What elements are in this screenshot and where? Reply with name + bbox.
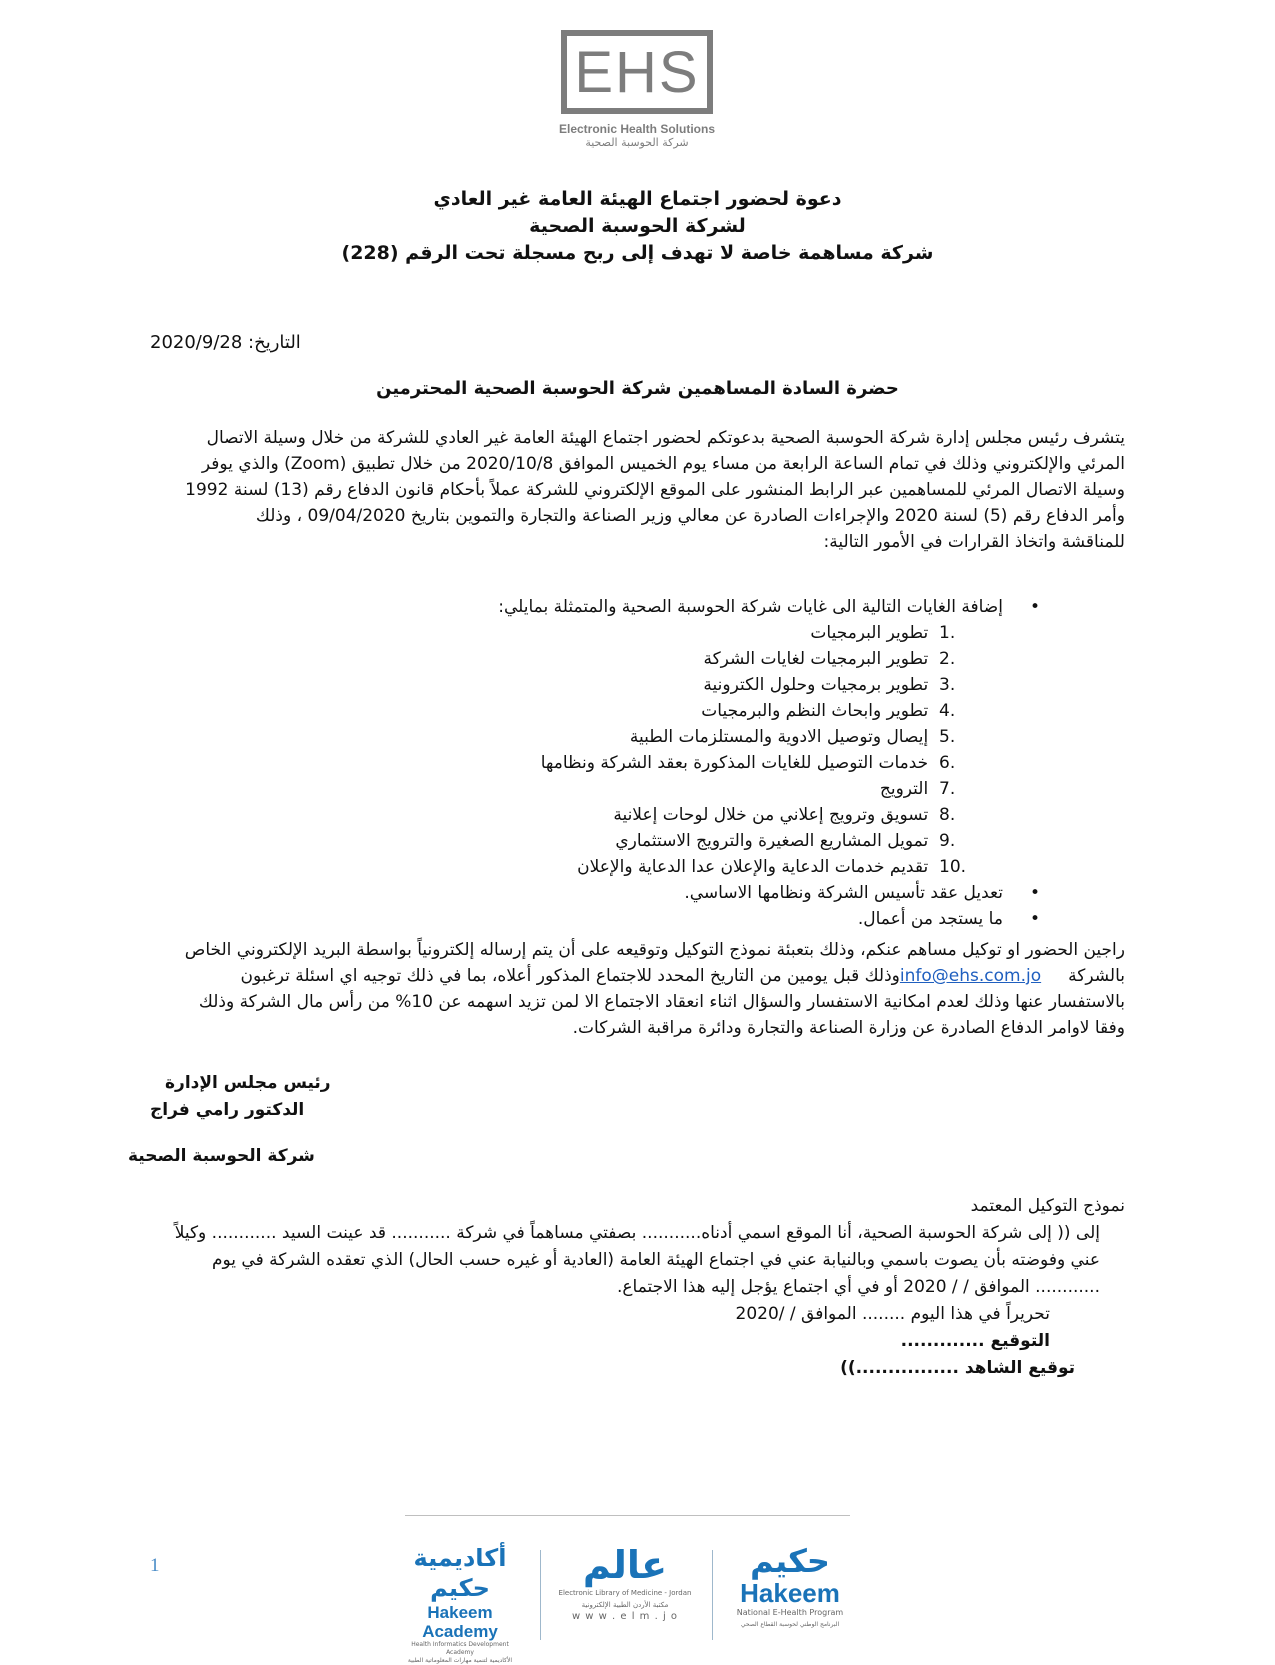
hakeem-academy-logo: أكاديمية حكيم Hakeem Academy Health Informatics Development Academy الأكاديمية لتنمية مهارات المعلوماتية الطبية	[407, 1544, 513, 1664]
intro-line-4: وأمر الدفاع رقم (5) لسنة 2020 والإجراءات الصادرة عن معالي وزير الصناعة والتجارة والتموين بتاريخ 09/04/2020 ، وذلك	[255, 506, 1125, 526]
closing-line-2: بالشركة info@ehs.com.joوذلك قبل يومين من التاريخ المحدد للاجتماع المذكور أعلاه، بما في ذلك توجيه اي اسئلة ترغبون	[240, 966, 1125, 986]
salutation: حضرة السادة المساهمين شركة الحوسبة الصحية المحترمين	[376, 378, 899, 399]
signature-title: رئيس مجلس الإدارة	[165, 1073, 331, 1093]
ehs-logo-arabic: شركة الحوسبة الصحية	[585, 136, 689, 149]
proxy-line-1: إلى (( إلى شركة الحوسبة الصحية، أنا الموقع اسمي أدناه........... بصفتي مساهماً في شركة ........... قد عينت السيد ............ وكيلاً	[174, 1223, 1100, 1243]
agenda-bullet-1-text: إضافة الغايات التالية الى غايات شركة الحوسبة الصحية والمتمثلة بمايلي:	[498, 597, 1003, 617]
agenda-bullet-2: • تعديل عقد تأسيس الشركة ونظامها الاساسي.	[684, 883, 1040, 903]
list-item: 4. تطوير وابحاث النظم والبرمجيات	[701, 701, 956, 721]
list-item: 3. تطوير برمجيات وحلول الكترونية	[703, 675, 956, 695]
title-line-2: لشركة الحوسبة الصحية	[529, 215, 746, 237]
list-item: 1. تطوير البرمجيات	[810, 623, 956, 643]
ehs-logo-english: Electronic Health Solutions	[558, 122, 716, 136]
agenda-bullet-3: • ما يستجد من أعمال.	[857, 909, 1040, 929]
closing-line-4: وفقا لاوامر الدفاع الصادرة عن وزارة الصناعة والتجارة ودائرة مراقبة الشركات.	[572, 1018, 1125, 1038]
list-item: 10. تقديم خدمات الدعاية والإعلان عدا الدعاية والإعلان	[577, 857, 967, 877]
list-item: 6. خدمات التوصيل للغايات المذكورة بعقد الشركة ونظامها	[540, 753, 956, 773]
list-item: 2. تطوير البرمجيات لغايات الشركة	[703, 649, 956, 669]
proxy-line-3: ............ الموافق / / 2020 أو في أي اجتماع يؤجل إليه هذا الاجتماع.	[616, 1277, 1100, 1297]
page-number: 1	[150, 1555, 160, 1576]
list-item: 5. إيصال وتوصيل الادوية والمستلزمات الطبية	[629, 727, 956, 747]
proxy-line-4: تحريراً في هذا اليوم ........ الموافق / /2020	[735, 1304, 1050, 1324]
footer-separator	[712, 1550, 713, 1640]
letter-date: التاريخ: 2020/9/28	[150, 332, 301, 353]
bullet-marker: •	[1002, 909, 1040, 929]
proxy-line-2: عني وفوضته بأن يصوت باسمي وبالنيابة عني في اجتماع الهيئة العامة (العادية أو غيره حسب الحال) الذي تعقده الشركة في يوم	[211, 1250, 1100, 1270]
signature-company: شركة الحوسبة الصحية	[128, 1146, 315, 1166]
bullet-marker: •	[1002, 597, 1040, 617]
title-line-3: شركة مساهمة خاصة لا تهدف إلى ربح مسجلة تحت الرقم (228)	[341, 242, 934, 264]
intro-line-1: يتشرف رئيس مجلس إدارة شركة الحوسبة الصحية بدعوتكم لحضور اجتماع الهيئة العامة غير العادي للشركة من خلال وسيلة الاتصال	[206, 428, 1125, 448]
proxy-signature: التوقيع .............	[900, 1331, 1050, 1351]
list-item: 7. الترويج	[879, 779, 956, 799]
footer-divider	[405, 1515, 850, 1516]
ehs-logo	[557, 30, 717, 149]
title-line-1: دعوة لحضور اجتماع الهيئة العامة غير العادي	[433, 188, 842, 210]
email-link[interactable]: info@ehs.com.jo	[899, 966, 1042, 986]
ehs-logo-box: EHS	[561, 30, 713, 114]
elm-logo: عالم Electronic Library of Medicine - Jordan مكتبة الأردن الطبية الإلكترونية w w w . e l m . j o	[558, 1543, 692, 1622]
intro-line-2: المرئي والإلكتروني وذلك في تمام الساعة الرابعة من مساء يوم الخميس الموافق 2020/10/8 من خلال تطبيق (Zoom) والذي يوفر	[201, 454, 1125, 474]
intro-line-3: وسيلة الاتصال المرئي للمساهمين عبر الرابط المنشور على الموقع الإلكتروني للشركة عملاً بأحكام قانون الدفاع رقم (13) لسنة 1992	[185, 480, 1125, 500]
proxy-heading: نموذج التوكيل المعتمد	[970, 1196, 1125, 1216]
list-item: 8. تسويق وترويج إعلاني من خلال لوحات إعلانية	[613, 805, 956, 825]
intro-line-5: للمناقشة واتخاذ القرارات في الأمور التالية:	[823, 532, 1125, 552]
footer-separator	[540, 1550, 541, 1640]
signature-name: الدكتور رامي فراج	[150, 1100, 305, 1120]
closing-line-3: بالاستفسار عنها وذلك لعدم امكانية الاستفسار والسؤال اثناء انعقاد الاجتماع الا لمن تزيد اسهمه عن 10% من رأس مال الشركة وذلك	[198, 992, 1125, 1012]
closing-line-1: راجين الحضور او توكيل مساهم عنكم، وذلك بتعبئة نموذج التوكيل وتوقيعه على أن يتم إرساله إلكترونياً بواسطة البريد الإلكتروني الخاص	[184, 940, 1125, 960]
hakeem-logo: حكيم Hakeem National E-Health Program البرنامج الوطني لحوسبة القطاع الصحي	[736, 1542, 844, 1628]
bullet-marker: •	[1002, 883, 1040, 903]
list-item: 9. تمويل المشاريع الصغيرة والترويج الاستثماري	[615, 831, 956, 851]
agenda-bullet-1	[498, 597, 1040, 617]
proxy-witness-signature: توقيع الشاهد ................))	[840, 1358, 1075, 1378]
